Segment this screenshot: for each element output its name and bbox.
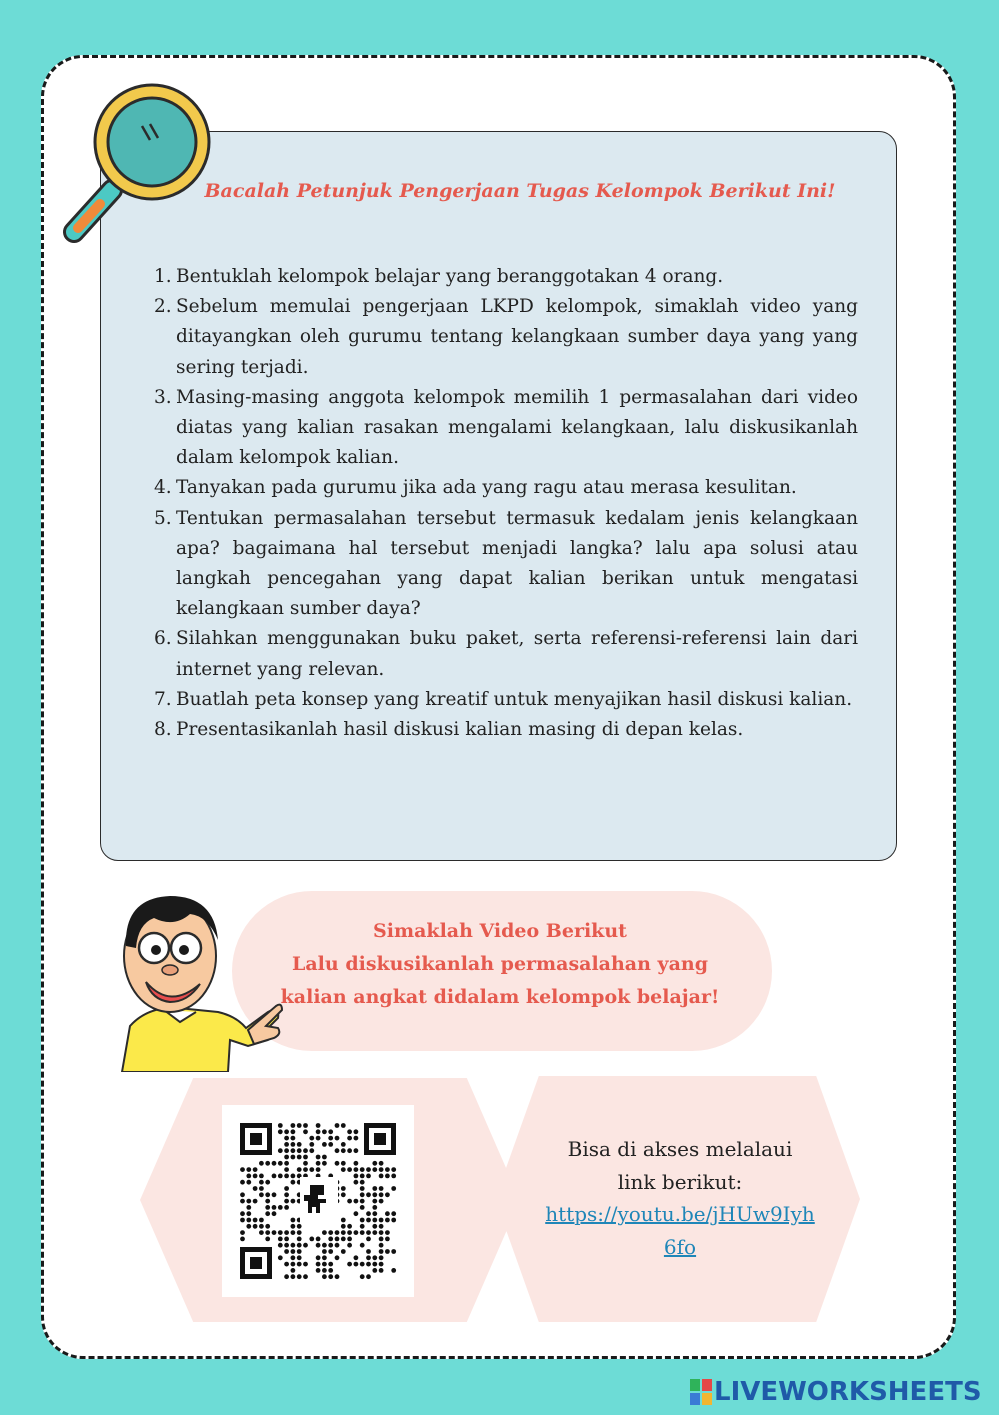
instructions-list [150, 262, 858, 745]
list-item-number: 7. [154, 688, 172, 710]
list-item-number: 6. [154, 628, 172, 650]
list-item-number: 3. [154, 386, 172, 408]
list-item [150, 504, 858, 625]
list-item-text: Tanyakan pada gurumu jika ada yang ragu atau merasa kesulitan. [176, 477, 797, 499]
list-item-text: Sebelum memulai pengerjaan LKPD kelompok, simaklah video yang ditayangkan oleh gurumu tentang kelangkaan sumber daya yang yang sering terjadi. [176, 296, 858, 378]
list-item-text: Presentasikanlah hasil diskusi kalian masing di depan kelas. [176, 719, 744, 741]
list-item-number: 8. [154, 719, 172, 741]
speech-line: kalian angkat didalam kelompok belajar! [280, 986, 720, 1008]
list-item-number: 5. [154, 507, 172, 529]
list-item-text: Silahkan menggunakan buku paket, serta referensi-referensi lain dari internet yang relevan. [176, 628, 858, 680]
list-item-number: 1. [154, 266, 172, 287]
link-text [540, 1133, 820, 1263]
list-item [150, 685, 858, 715]
speech-line: Simaklah Video Berikut [373, 920, 627, 942]
speech-text [250, 915, 750, 1014]
list-item [150, 715, 858, 745]
list-item [150, 624, 858, 684]
list-item-text: Buatlah peta konsep yang kreatif untuk menyajikan hasil diskusi kalian. [176, 688, 853, 710]
brand-footer [690, 1376, 982, 1408]
list-item-number: 2. [154, 296, 172, 318]
brand-name: LIVEWORKSHEETS [714, 1377, 982, 1407]
list-item-number: 4. [154, 477, 172, 499]
qr-code[interactable] [222, 1105, 414, 1297]
list-item-text: Bentuklah kelompok belajar yang beranggotakan 4 orang. [176, 266, 724, 287]
video-link[interactable]: https://youtu.be/jHUw9Iyh6fo [545, 1202, 815, 1259]
speech-line: Lalu diskusikanlah permasalahan yang [292, 953, 708, 975]
access-line: Bisa di akses melalaui [567, 1137, 793, 1161]
list-item [150, 383, 858, 474]
liveworksheets-logo-icon [690, 1379, 712, 1405]
instructions-title: Bacalah Petunjuk Pengerjaan Tugas Kelompok Berikut Ini! [204, 180, 836, 202]
list-item [150, 262, 858, 292]
qr-code-icon [222, 1105, 414, 1297]
access-line: link berikut: [617, 1169, 743, 1194]
list-item-text: Masing-masing anggota kelompok memilih 1 permasalahan dari video diatas yang kalian rasakan mengalami kelangkaan, lalu diskusikanlah dalam kelompok kalian. [176, 386, 858, 469]
list-item [150, 292, 858, 383]
list-item-text: Tentukan permasalahan tersebut termasuk kedalam jenis kelangkaan apa? bagaimana hal tersebut menjadi langka? lalu apa solusi atau langkah pencegahan yang dapat kalian berikan untuk mengatasi kelangkaan sumber daya? [176, 507, 858, 620]
list-item [150, 473, 858, 503]
magnifier-icon [52, 82, 214, 252]
